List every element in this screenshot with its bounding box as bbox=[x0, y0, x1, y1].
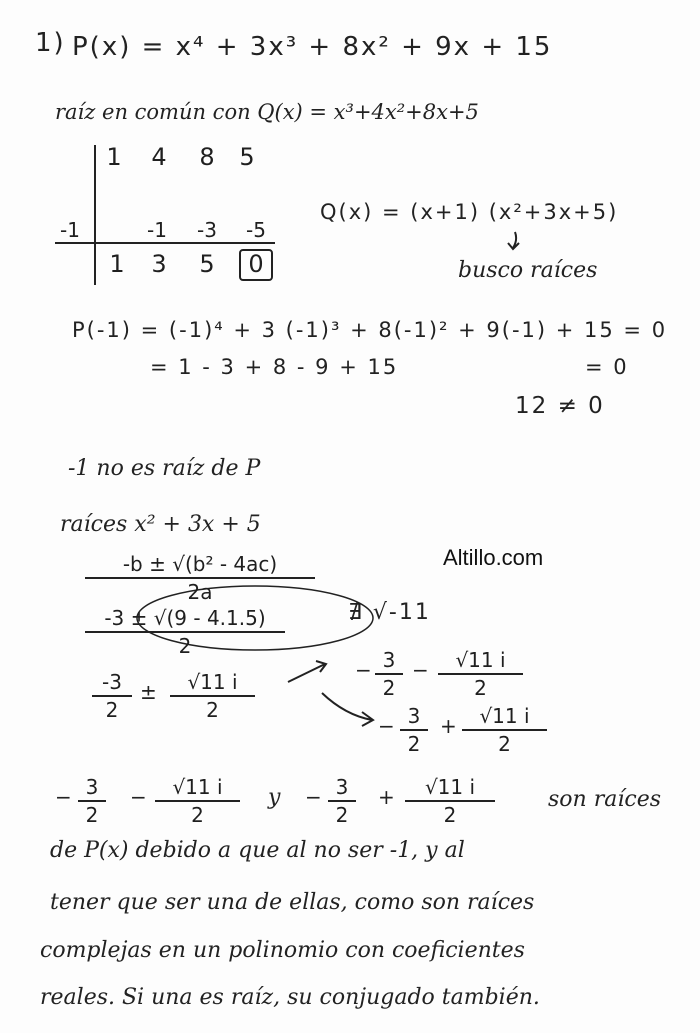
down-arrow bbox=[508, 232, 519, 249]
substituted-formula bbox=[85, 606, 285, 658]
ruffini-res-1: 1 bbox=[109, 250, 125, 278]
no-real-root: ∄ √-11 bbox=[348, 600, 431, 625]
final-line4: reales. Si una es raíz, su conjugado también. bbox=[40, 985, 540, 1010]
quadratic-title: raíces x² + 3x + 5 bbox=[60, 512, 261, 537]
root1-term: 3 2 bbox=[375, 648, 403, 700]
arrow-to-root2 bbox=[322, 693, 373, 726]
root1-radical: √11 i 2 bbox=[438, 648, 523, 700]
ruffini-top-2: 4 bbox=[151, 143, 167, 171]
ruffini-top-3: 8 bbox=[199, 143, 215, 171]
simplified-num: -3 bbox=[102, 670, 122, 694]
evaluation-result: 12 ≠ 0 bbox=[515, 393, 605, 419]
substituted-num: -3 ± √(9 - 4.1.5) bbox=[104, 606, 266, 630]
ruffini-remainder: 0 bbox=[248, 250, 264, 278]
simplified-rad: √11 i bbox=[187, 670, 238, 694]
q-factored: Q(x) = (x+1) (x²+3x+5) bbox=[320, 200, 619, 224]
evaluation-line2-rhs: = 0 bbox=[585, 355, 629, 379]
final-line2: tener que ser una de ellas, como son raíces bbox=[50, 890, 535, 915]
final-root1-radical: √11 i 2 bbox=[155, 775, 240, 827]
conclusion-root: -1 no es raíz de P bbox=[68, 456, 261, 481]
arrow-to-root1 bbox=[288, 661, 326, 682]
common-roots-line: raíz en común con Q(x) = x³+4x²+8x+5 bbox=[55, 100, 479, 124]
final-line1: de P(x) debido a que al no ser -1, y al bbox=[50, 838, 465, 863]
simplified-den: 2 bbox=[105, 698, 119, 722]
problem-statement: P(x) = x⁴ + 3x³ + 8x² + 9x + 15 bbox=[72, 32, 553, 62]
ruffini-mid-3: -5 bbox=[246, 218, 266, 242]
ruffini-res-3: 5 bbox=[199, 250, 215, 278]
ruffini-divisor: -1 bbox=[60, 218, 80, 242]
ruffini-mid-2: -3 bbox=[197, 218, 217, 242]
root2-radical: √11 i 2 bbox=[462, 704, 547, 756]
watermark: Altillo.com bbox=[443, 545, 544, 570]
simplified-radical bbox=[170, 670, 255, 722]
root2-term: 3 2 bbox=[400, 704, 428, 756]
ruffini-res-2: 3 bbox=[151, 250, 167, 278]
final-root1-term: 3 2 bbox=[78, 775, 106, 827]
simplified-term bbox=[92, 670, 132, 722]
search-roots-note: busco raíces bbox=[458, 258, 598, 283]
final-root2-radical: √11 i 2 bbox=[405, 775, 495, 827]
final-line3: complejas en un polinomio con coeficientes bbox=[40, 938, 525, 963]
ruffini-top-4: 5 bbox=[239, 143, 255, 171]
simplified-rad-den: 2 bbox=[206, 698, 219, 722]
final-are-roots: son raíces bbox=[548, 787, 661, 812]
general-formula-num: -b ± √(b² - 4ac) bbox=[122, 552, 278, 576]
general-formula bbox=[85, 552, 315, 604]
problem-number: 1) bbox=[35, 28, 66, 58]
handwritten-page: Altillo.com 1) P(x) = x⁴ + 3x³ + 8x² + 9x + 15 raíz en común con Q(x) = x³+4x²+8x+5 1 4 8 5 -1 -1 -3 -5 1 3 5 0 Q(x) = (x+1) (x²+3x+5) busco raíces P(-1) = (-1)⁴ + 3 (-1)³ + 8(-1)² + 9(-1) + 15 = 0 = 1 - 3 + 8 - 9 + 15 = 0 12 ≠ 0 -1 no es raíz de P raíces x² + 3x + 5 -b ± √(b² - 4ac) 2a -3 ± √(9 - 4.1.5) 2 ∄ √-11 -3 2 ± √11 i 2 − 3 2 − √11 i 2 − 3 2 + √11 i 2 − 3 2 − √11 i 2 y − 3 2 + √11 i 2 son raíces de P(x) debido a que al no ser -1, y al tener que ser una de ellas, como son raíces complejas en un polinomio con coeficientes reales. Si una es raíz, su conjugado también. bbox=[0, 0, 700, 1033]
final-and: y bbox=[268, 785, 281, 810]
evaluation-line2: = 1 - 3 + 8 - 9 + 15 bbox=[150, 355, 399, 379]
ruffini-top-1: 1 bbox=[106, 143, 122, 171]
substituted-den: 2 bbox=[178, 634, 192, 658]
evaluation-line1: P(-1) = (-1)⁴ + 3 (-1)³ + 8(-1)² + 9(-1) + 15 = 0 bbox=[72, 318, 668, 342]
general-formula-den: 2a bbox=[187, 580, 213, 604]
final-root2-term: 3 2 bbox=[328, 775, 356, 827]
ruffini-mid-1: -1 bbox=[147, 218, 167, 242]
